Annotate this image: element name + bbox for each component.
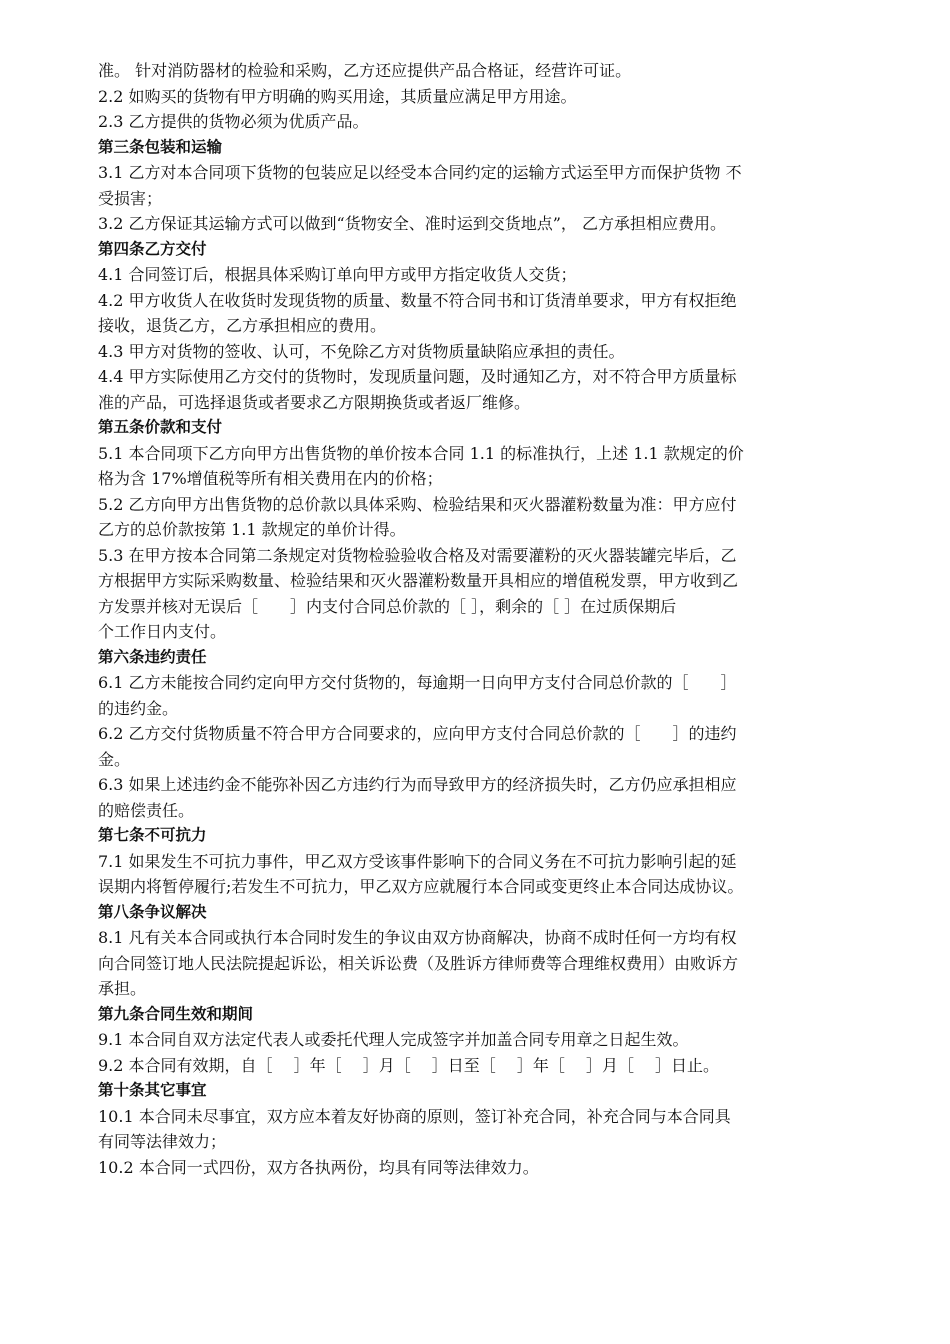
clause-line: 受损害； [98,188,163,208]
clause-line: 9.2 本合同有效期，自［ ］年［ ］月［ ］日至［ ］年［ ］月［ ］日止。 [98,1055,720,1075]
section-heading: 第十条其它事宜 [98,1081,207,1099]
clause-line: 金。 [98,749,131,769]
clause-line: 5.3 在甲方按本合同第二条规定对货物检验验收合格及对需要灌粉的灭火器装罐完毕后，乙 [98,545,737,565]
clause-line: 有同等法律效力； [98,1132,227,1151]
section-heading: 第四条乙方交付 [98,239,207,258]
section-heading: 第五条价款和支付 [98,418,223,436]
clause-line: 6.1 乙方未能按合同约定向甲方交付货物的，每逾期一日向甲方支付合同总价款的［ ］ [98,673,737,692]
section-heading: 第七条不可抗力 [98,826,207,844]
clause-line: 10.2 本合同一式四份，双方各执两份，均具有同等法律效力。 [98,1157,539,1177]
clause-line: 向合同签订地人民法院提起诉讼，相关诉讼费（及胜诉方律师费等合理维权费用）由败诉方 [98,953,739,973]
clause-line: 4.1 合同签订后，根据具体采购订单向甲方或甲方指定收货人交货； [98,265,577,284]
clause-line: 准的产品，可选择退货或者要求乙方限期换货或者返厂维修。 [98,392,531,412]
clause-line: 误期内将暂停履行;若发生不可抗力，甲乙双方应就履行本合同或变更终止本合同达成协议。 [98,877,744,896]
clause-line: 7.1 如果发生不可抗力事件，甲乙双方受该事件影响下的合同义务在不可抗力影响引起的延 [98,851,737,871]
clause-line: 的赔偿责任。 [98,800,195,820]
clause-line: 5.2 乙方向甲方出售货物的总价款以具体采购、检验结果和灭火器灌粉数量为准：甲方应付 [98,494,737,514]
clause-line: 9.1 本合同自双方法定代表人或委托代理人完成签字并加盖合同专用章之日起生效。 [98,1030,689,1049]
clause-line: 6.2 乙方交付货物质量不符合甲方合同要求的，应向甲方支付合同总价款的［ ］的违约 [98,724,737,743]
clause-line: 方发票并核对无误后［ ］内支付合同总价款的［ ］，剩余的［ ］在过质保期后 [98,596,677,616]
clause-line: 5.1 本合同项下乙方向甲方出售货物的单价按本合同 1.1 的标准执行，上述 1.1 款规定的价 [98,443,744,463]
clause-line: 2.3 乙方提供的货物必须为优质产品。 [98,112,369,131]
clause-line: 接收，退货乙方，乙方承担相应的费用。 [98,316,387,335]
clause-line: 3.2 乙方保证其运输方式可以做到“货物安全、准时运到交货地点”， 乙方承担相应费用。 [98,214,726,233]
clause-line: 的违约金。 [98,698,179,718]
clause-line: 承担。 [98,979,147,998]
section-heading: 第九条合同生效和期间 [98,1004,254,1023]
clause-line: 3.1 乙方对本合同项下货物的包装应足以经受本合同约定的运输方式运至甲方而保护货物 不 [98,163,742,182]
clause-line: 4.3 甲方对货物的签收、认可，不免除乙方对货物质量缺陷应承担的责任。 [98,341,625,361]
clause-line: 4.2 甲方收货人在收货时发现货物的质量、数量不符合同书和订货清单要求，甲方有权拒绝 [98,290,737,310]
section-heading: 第八条争议解决 [98,902,207,921]
clause-line: 6.3 如果上述违约金不能弥补因乙方违约行为而导致甲方的经济损失时，乙方仍应承担相应 [98,775,737,794]
clause-line: 方根据甲方实际采购数量、检验结果和灭火器灌粉数量开具相应的增值税发票，甲方收到乙 [98,571,739,590]
section-heading: 第六条违约责任 [98,647,207,666]
clause-line: 个工作日内支付。 [98,622,227,641]
clause-line: 2.2 如购买的货物有甲方明确的购买用途，其质量应满足甲方用途。 [98,86,577,106]
clause-line: 8.1 凡有关本合同或执行本合同时发生的争议由双方协商解决，协商不成时任何一方均有权 [98,928,737,947]
contract-page [98,58,888,1180]
clause-line: 乙方的总价款按第 1.1 款规定的单价计得。 [98,520,406,539]
section-heading: 第三条包装和运输 [98,137,223,156]
clause-line: 4.4 甲方实际使用乙方交付的货物时，发现质量问题，及时通知乙方，对不符合甲方质量标 [98,367,737,386]
clause-line: 10.1 本合同未尽事宜，双方应本着友好协商的原则，签订补充合同，补充合同与本合同具 [98,1106,731,1126]
clause-line: 格为含 17%增值税等所有相关费用在内的价格； [98,469,443,488]
clause-line: 准。 针对消防器材的检验和采购，乙方还应提供产品合格证，经营许可证。 [98,61,632,80]
